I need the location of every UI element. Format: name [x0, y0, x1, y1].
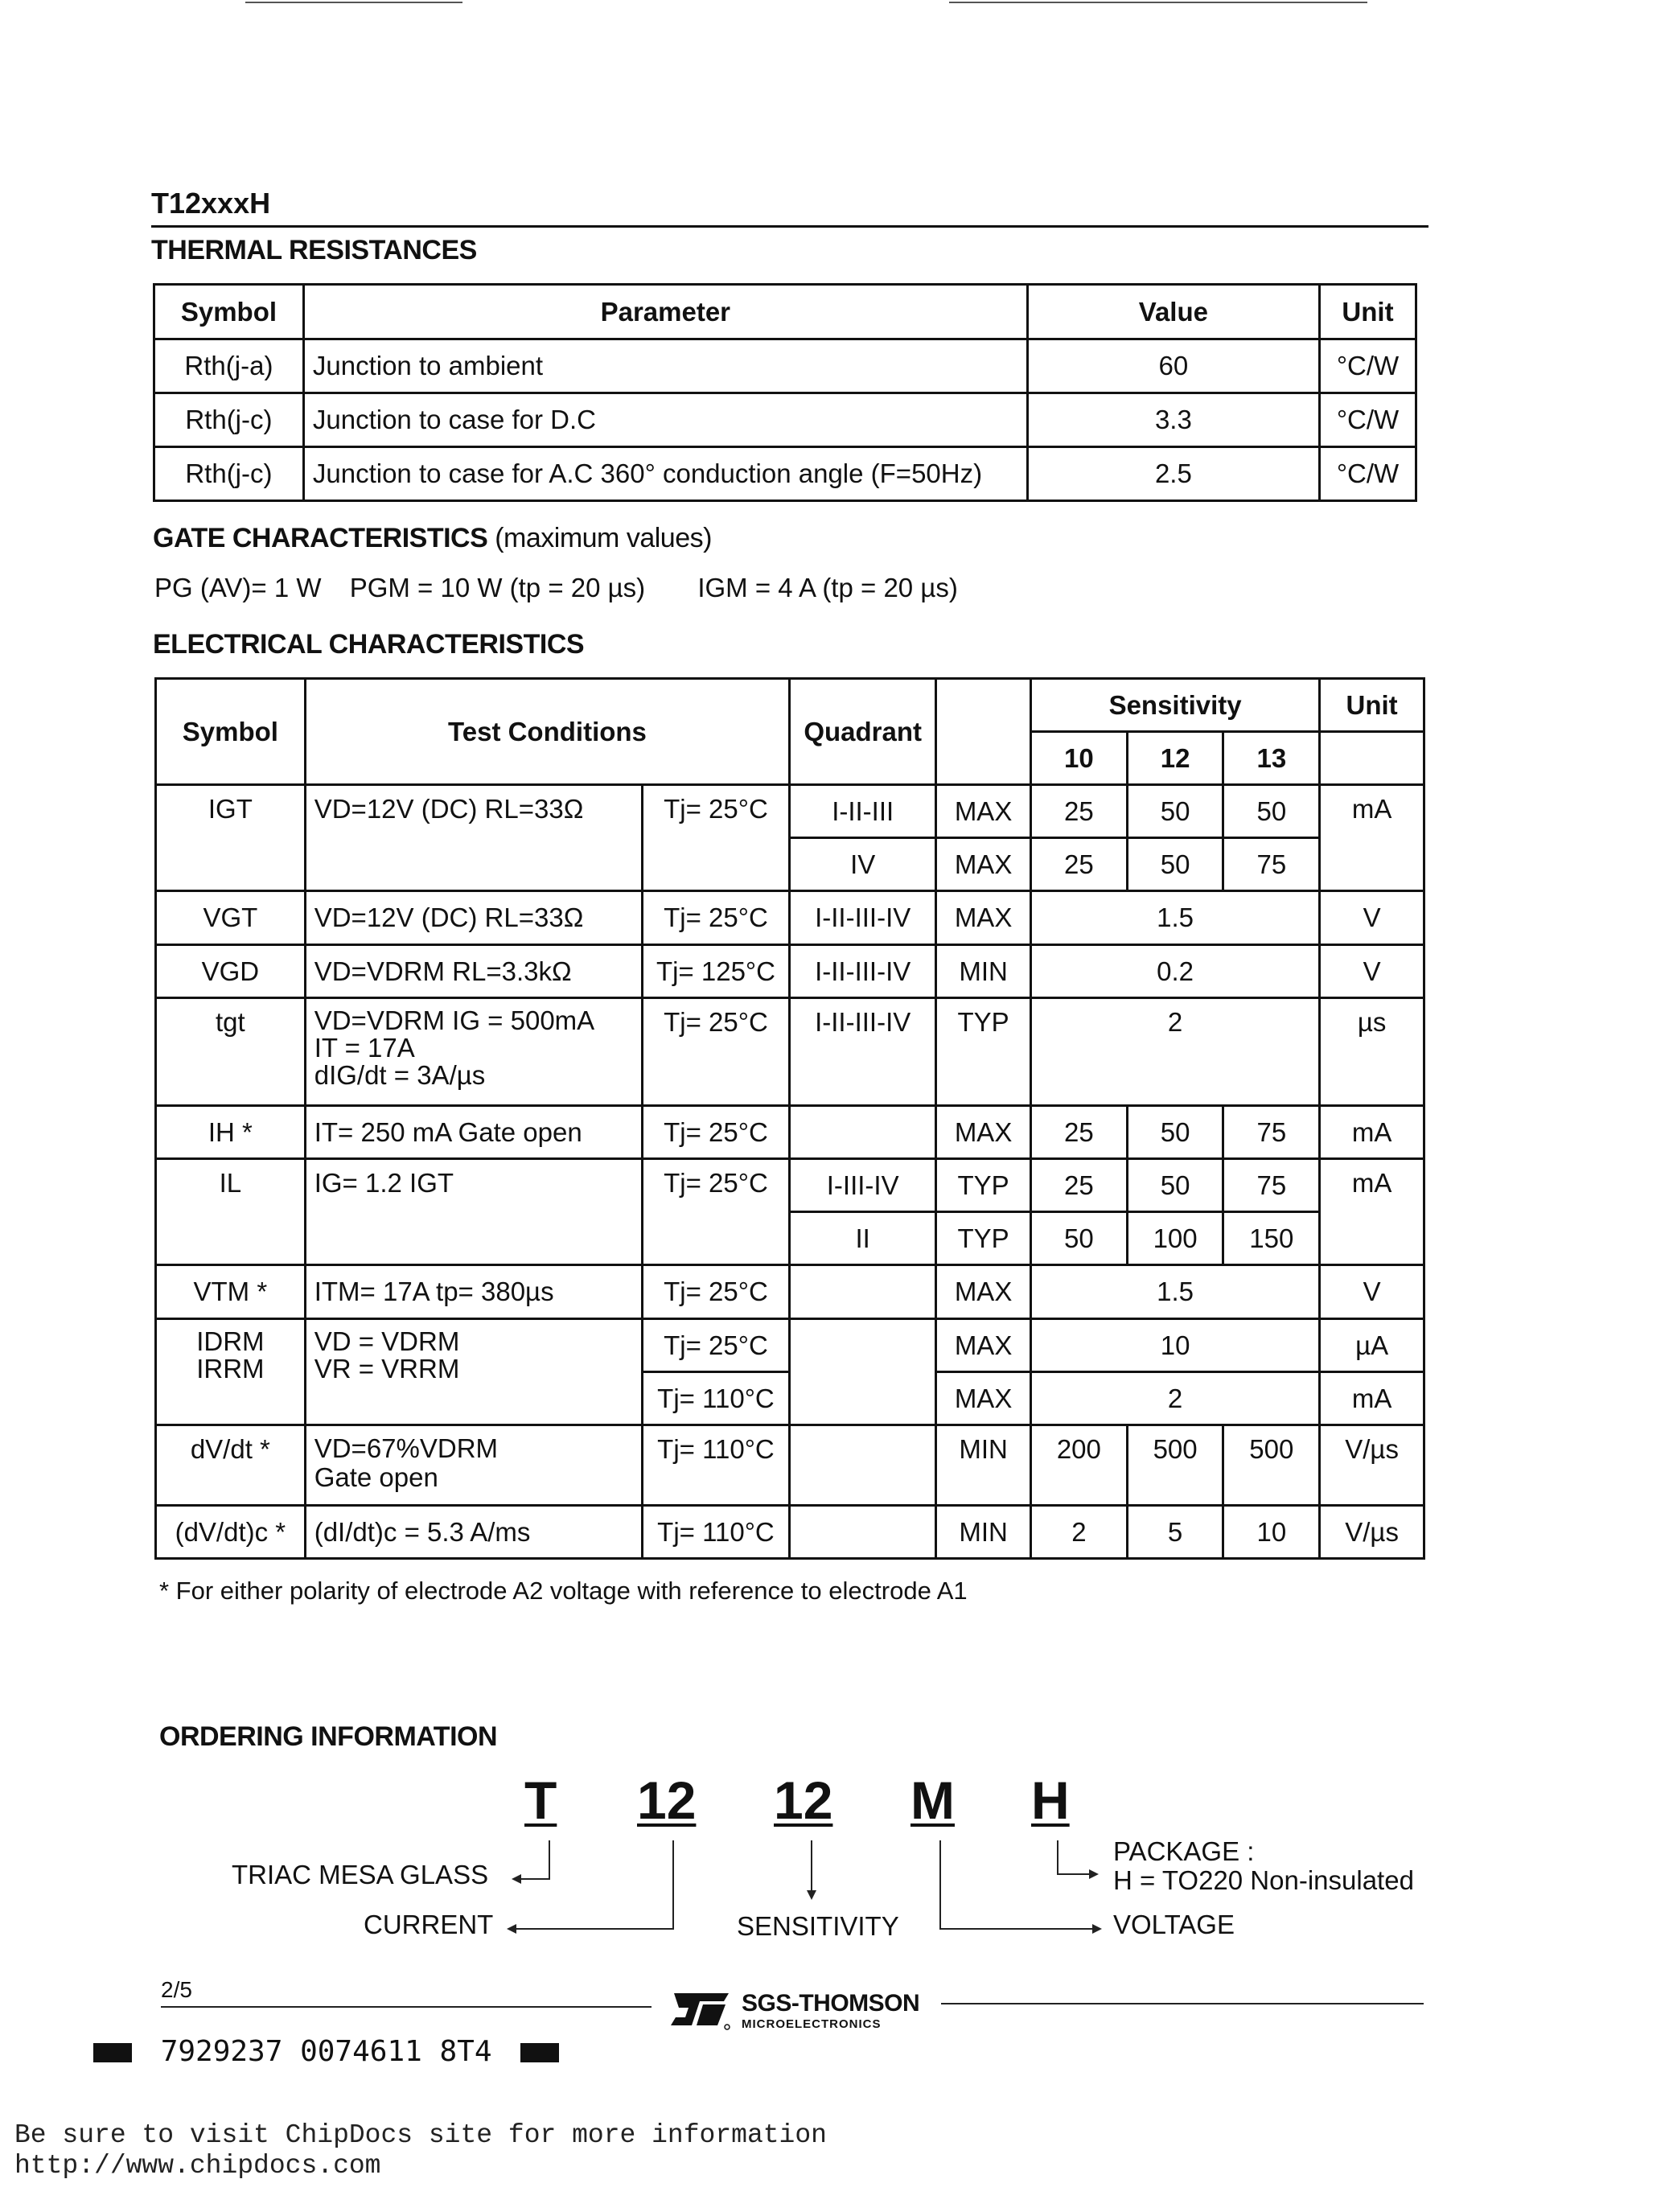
symbol-line: IRRM	[196, 1354, 265, 1384]
barcode-block-icon	[520, 2043, 559, 2062]
table-row	[154, 447, 1416, 501]
symbol-cell: IH *	[156, 1106, 306, 1159]
value-cell: 2	[1031, 1372, 1320, 1425]
th-unit: Unit	[1320, 285, 1416, 339]
value-cell: 150	[1223, 1212, 1320, 1265]
table-row	[156, 1265, 1424, 1319]
label-package	[1113, 1837, 1414, 1895]
condition-cell: (dI/dt)c = 5.3 A/ms	[305, 1506, 642, 1559]
footer-rule	[941, 2003, 1424, 2004]
gate-subtitle: (maximum values)	[495, 523, 712, 553]
value-cell: 75	[1223, 1106, 1320, 1159]
thermal-parameter: Junction to case for A.C 360° conduction angle (F=50Hz)	[303, 447, 1027, 501]
unit-cell: µA	[1320, 1319, 1424, 1372]
package-desc: H = TO220 Non-insulated	[1113, 1865, 1414, 1895]
thermal-title: THERMAL RESISTANCES	[151, 235, 477, 265]
value-cell: 25	[1031, 785, 1128, 838]
quadrant-cell: IV	[790, 838, 936, 891]
tj-cell: Tj= 25°C	[642, 891, 790, 945]
limit-cell: TYP	[936, 998, 1031, 1106]
condition-line: VR = VRRM	[314, 1354, 460, 1384]
table-row	[154, 339, 1416, 393]
th-value: Value	[1027, 285, 1319, 339]
arrow-right-icon	[1089, 1869, 1099, 1879]
condition-cell: IG= 1.2 IGT	[305, 1159, 642, 1265]
ordering-title: ORDERING INFORMATION	[159, 1721, 498, 1752]
condition-line: VD = VDRM	[314, 1326, 460, 1356]
table-row	[156, 945, 1424, 998]
symbol-cell: dV/dt *	[156, 1425, 306, 1506]
thermal-table	[153, 283, 1417, 502]
symbol-cell: VGD	[156, 945, 306, 998]
condition-cell: VD=12V (DC) RL=33Ω	[305, 891, 642, 945]
electrical-table	[154, 677, 1425, 1560]
unit-cell: V	[1320, 891, 1424, 945]
value-cell: 10	[1223, 1506, 1320, 1559]
label-sensitivity: SENSITIVITY	[737, 1911, 899, 1941]
quadrant-cell: I-II-III-IV	[790, 998, 936, 1106]
table-row	[154, 393, 1416, 447]
limit-cell: MAX	[936, 1265, 1031, 1319]
tj-cell: Tj= 25°C	[642, 1159, 790, 1265]
unit-cell: mA	[1320, 785, 1424, 891]
quadrant-cell: I-III-IV	[790, 1159, 936, 1212]
value-cell: 25	[1031, 1106, 1128, 1159]
unit-cell: µs	[1320, 998, 1424, 1106]
eh-test-conditions: Test Conditions	[305, 679, 790, 785]
value-cell: 100	[1127, 1212, 1223, 1265]
arrow-right-icon	[1092, 1924, 1102, 1934]
condition-cell: VD=VDRM RL=3.3kΩ	[305, 945, 642, 998]
eh-symbol: Symbol	[156, 679, 306, 785]
chipdocs-url[interactable]: http://www.chipdocs.com	[14, 2151, 381, 2181]
scan-rule	[245, 2, 462, 3]
gate-igm: IGM = 4 A (tp = 20 µs)	[697, 573, 958, 602]
barcode-block-icon	[93, 2043, 132, 2062]
value-cell: 75	[1223, 838, 1320, 891]
unit-cell: mA	[1320, 1159, 1424, 1265]
part-number: T12xxxH	[151, 187, 271, 220]
label-current: CURRENT	[364, 1910, 494, 1939]
company-sub: MICROELECTRONICS	[742, 2017, 882, 2031]
connector-line	[515, 1928, 674, 1930]
quadrant-cell: I-II-III-IV	[790, 891, 936, 945]
eh-s13: 13	[1223, 732, 1320, 785]
connector-line	[672, 1840, 674, 1929]
symbol-cell: tgt	[156, 998, 306, 1106]
quadrant-cell	[790, 1319, 936, 1425]
tj-cell: Tj= 110°C	[642, 1425, 790, 1506]
value-cell: 2	[1031, 1506, 1128, 1559]
limit-cell: MAX	[936, 838, 1031, 891]
unit-cell: V/µs	[1320, 1425, 1424, 1506]
table-row	[156, 1319, 1424, 1372]
electrical-title: ELECTRICAL CHARACTERISTICS	[153, 629, 585, 660]
condition-cell	[305, 1425, 642, 1506]
code-voltage: M	[910, 1770, 955, 1830]
label-voltage: VOLTAGE	[1113, 1910, 1235, 1939]
condition-line: dIG/dt = 3A/µs	[314, 1060, 486, 1090]
symbol-cell: VTM *	[156, 1265, 306, 1319]
thermal-symbol: Rth(j-a)	[154, 339, 304, 393]
barcode-line	[93, 2035, 559, 2068]
value-cell: 200	[1031, 1425, 1128, 1506]
table-row	[156, 1425, 1424, 1506]
arrow-down-icon	[807, 1890, 816, 1900]
value-cell: 50	[1223, 785, 1320, 838]
code-package: H	[1031, 1770, 1070, 1830]
quadrant-cell	[790, 1425, 936, 1506]
eh-limit	[936, 679, 1031, 785]
value-cell: 500	[1127, 1425, 1223, 1506]
limit-cell: TYP	[936, 1159, 1031, 1212]
tj-cell: Tj= 110°C	[642, 1372, 790, 1425]
thermal-header-row	[154, 285, 1416, 339]
symbol-line: IDRM	[196, 1326, 265, 1356]
value-cell: 0.2	[1031, 945, 1320, 998]
scan-rule	[949, 2, 1367, 3]
value-cell: 50	[1127, 1159, 1223, 1212]
connector-line	[811, 1840, 812, 1890]
limit-cell: MAX	[936, 1319, 1031, 1372]
tj-cell: Tj= 25°C	[642, 1106, 790, 1159]
th-symbol: Symbol	[154, 285, 304, 339]
connector-line	[1057, 1873, 1089, 1875]
electrical-header-row	[156, 679, 1424, 732]
quadrant-cell	[790, 1265, 936, 1319]
limit-cell: MAX	[936, 1372, 1031, 1425]
limit-cell: MAX	[936, 1106, 1031, 1159]
table-row	[156, 785, 1424, 838]
package-title: PACKAGE :	[1113, 1836, 1255, 1866]
value-cell: 75	[1223, 1159, 1320, 1212]
symbol-cell: IL	[156, 1159, 306, 1265]
limit-cell: MIN	[936, 1425, 1031, 1506]
quadrant-cell	[790, 1506, 936, 1559]
tj-cell: Tj= 110°C	[642, 1506, 790, 1559]
condition-line: VD=67%VDRM	[314, 1433, 499, 1463]
gate-pg-av: PG (AV)= 1 W	[154, 573, 322, 602]
limit-cell: MIN	[936, 945, 1031, 998]
unit-cell: mA	[1320, 1106, 1424, 1159]
barcode-number: 7929237 0074611 8T4	[160, 2035, 492, 2068]
thermal-symbol: Rth(j-c)	[154, 447, 304, 501]
unit-cell: mA	[1320, 1372, 1424, 1425]
table-row	[156, 891, 1424, 945]
tj-cell: Tj= 25°C	[642, 1319, 790, 1372]
arrow-left-icon	[507, 1924, 516, 1934]
gate-title-text: GATE CHARACTERISTICS	[153, 523, 488, 553]
condition-cell	[305, 1319, 642, 1425]
value-cell: 2	[1031, 998, 1320, 1106]
tj-cell: Tj= 25°C	[642, 998, 790, 1106]
connector-line	[939, 1928, 1092, 1930]
condition-line: IT = 17A	[314, 1033, 415, 1063]
connector-line	[939, 1840, 941, 1929]
value-cell: 50	[1127, 838, 1223, 891]
table-row	[156, 1106, 1424, 1159]
limit-cell: MAX	[936, 785, 1031, 838]
gate-title	[153, 523, 712, 554]
st-logo-icon	[668, 1987, 732, 2032]
connector-line	[520, 1878, 550, 1880]
eh-s10: 10	[1031, 732, 1128, 785]
condition-line: VD=VDRM IG = 500mA	[314, 1005, 595, 1035]
footer-rule	[161, 2006, 652, 2008]
thermal-value: 2.5	[1027, 447, 1319, 501]
eh-unit: Unit	[1320, 679, 1424, 732]
table-row	[156, 1506, 1424, 1559]
symbol-cell: VGT	[156, 891, 306, 945]
thermal-symbol: Rth(j-c)	[154, 393, 304, 447]
condition-cell: ITM= 17A tp= 380µs	[305, 1265, 642, 1319]
thermal-parameter: Junction to case for D.C	[303, 393, 1027, 447]
label-triac: TRIAC MESA GLASS	[232, 1860, 489, 1889]
quadrant-cell: II	[790, 1212, 936, 1265]
table-row	[156, 1159, 1424, 1212]
table-row	[156, 998, 1424, 1106]
value-cell: 50	[1127, 785, 1223, 838]
code-sensitivity: 12	[774, 1770, 833, 1830]
value-cell: 25	[1031, 1159, 1128, 1212]
tj-cell: Tj= 25°C	[642, 1265, 790, 1319]
symbol-cell: IGT	[156, 785, 306, 891]
thermal-value: 60	[1027, 339, 1319, 393]
eh-unit-empty	[1320, 732, 1424, 785]
thermal-unit: °C/W	[1320, 339, 1416, 393]
value-cell: 25	[1031, 838, 1128, 891]
limit-cell: MIN	[936, 1506, 1031, 1559]
footnote: * For either polarity of electrode A2 voltage with reference to electrode A1	[159, 1577, 968, 1605]
value-cell: 50	[1031, 1212, 1128, 1265]
chipdocs-note	[14, 2120, 827, 2181]
tj-cell: Tj= 125°C	[642, 945, 790, 998]
eh-quadrant: Quadrant	[790, 679, 936, 785]
condition-cell: VD=12V (DC) RL=33Ω	[305, 785, 642, 891]
page-number: 2/5	[161, 1977, 192, 2002]
thermal-value: 3.3	[1027, 393, 1319, 447]
th-parameter: Parameter	[303, 285, 1027, 339]
arrow-left-icon	[512, 1874, 521, 1884]
eh-s12: 12	[1127, 732, 1223, 785]
chipdocs-line1: Be sure to visit ChipDocs site for more information	[14, 2120, 827, 2150]
unit-cell: V	[1320, 1265, 1424, 1319]
condition-cell: IT= 250 mA Gate open	[305, 1106, 642, 1159]
unit-cell: V/µs	[1320, 1506, 1424, 1559]
value-cell: 1.5	[1031, 1265, 1320, 1319]
symbol-cell	[156, 1319, 306, 1425]
thermal-unit: °C/W	[1320, 393, 1416, 447]
condition-line: Gate open	[314, 1462, 438, 1492]
company-logo	[668, 1987, 933, 2035]
code-current: 12	[637, 1770, 697, 1830]
gate-values	[154, 573, 979, 603]
gate-pgm: PGM = 10 W (tp = 20 µs)	[349, 573, 646, 602]
quadrant-cell	[790, 1106, 936, 1159]
connector-line	[549, 1840, 550, 1879]
connector-line	[1057, 1840, 1058, 1874]
eh-sensitivity: Sensitivity	[1031, 679, 1320, 732]
value-cell: 1.5	[1031, 891, 1320, 945]
thermal-unit: °C/W	[1320, 447, 1416, 501]
quadrant-cell: I-II-III	[790, 785, 936, 838]
value-cell: 10	[1031, 1319, 1320, 1372]
code-type: T	[524, 1770, 557, 1830]
company-name: SGS-THOMSON	[742, 1990, 920, 2017]
symbol-cell: (dV/dt)c *	[156, 1506, 306, 1559]
limit-cell: TYP	[936, 1212, 1031, 1265]
value-cell: 500	[1223, 1425, 1320, 1506]
quadrant-cell: I-II-III-IV	[790, 945, 936, 998]
tj-cell: Tj= 25°C	[642, 785, 790, 891]
limit-cell: MAX	[936, 891, 1031, 945]
thermal-parameter: Junction to ambient	[303, 339, 1027, 393]
title-rule	[151, 225, 1428, 228]
unit-cell: V	[1320, 945, 1424, 998]
condition-cell	[305, 998, 642, 1106]
value-cell: 50	[1127, 1106, 1223, 1159]
value-cell: 5	[1127, 1506, 1223, 1559]
